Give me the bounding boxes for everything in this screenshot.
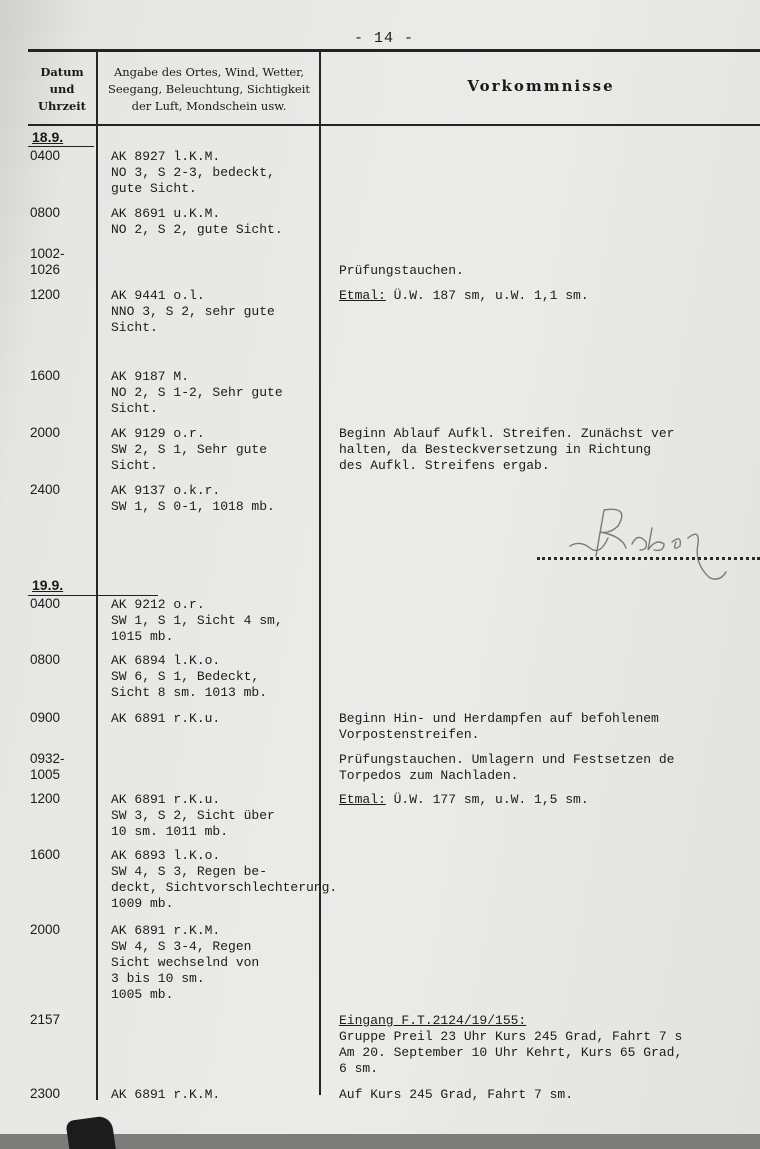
row-event: [339, 792, 589, 808]
radio-message-text: Gruppe Preil 23 Uhr Kurs 245 Grad, Fahrt 7 s Am 20. September 10 Uhr Kehrt, Kurs 65 Grad, 6 sm.: [339, 1029, 683, 1076]
row-time: 0400: [30, 596, 61, 611]
row-place-weather: AK 9129 o.r. SW 2, S 1, Sehr gute Sicht.: [111, 426, 268, 473]
header-ort-line-1: Angabe des Ortes, Wind, Wetter,: [113, 65, 305, 79]
column-divider-2: [319, 50, 321, 1095]
header-uhrzeit: Uhrzeit: [38, 99, 86, 113]
header-vorkommnisse: Vorkommnisse: [467, 77, 615, 95]
date-18-9: 18.9.: [32, 129, 64, 145]
row-time: 0800: [30, 652, 61, 667]
row-time: 1200: [30, 791, 61, 806]
signature-dotted-line: [537, 557, 760, 560]
row-time: 1600: [30, 847, 61, 862]
etmal-text: Ü.W. 177 sm, u.W. 1,5 sm.: [385, 792, 589, 807]
row-time: 2000: [30, 922, 61, 937]
radio-message-label: Eingang F.T.2124/19/155:: [339, 1013, 527, 1028]
row-time: 1200: [30, 287, 61, 302]
etmal-text: Ü.W. 187 sm, u.W. 1,1 sm.: [385, 288, 589, 303]
row-place-weather: AK 6891 r.K.M. SW 4, S 3-4, Regen Sicht wechselnd von 3 bis 10 sm. 1005 mb.: [111, 923, 260, 1002]
row-time: 0932- 1005: [30, 751, 65, 782]
row-place-weather: AK 6891 r.K.u. SW 3, S 2, Sicht über 10 sm. 1011 mb.: [111, 792, 275, 839]
row-time: 1002- 1026: [30, 246, 65, 277]
row-time: 0800: [30, 205, 61, 220]
row-time: 0400: [30, 148, 61, 163]
row-time: 2157: [30, 1012, 61, 1027]
header-bottom-rule: [28, 124, 760, 126]
header-ort-line-2: Seegang, Beleuchtung, Sichtigkeit: [107, 82, 311, 96]
row-place-weather: AK 9441 o.l. NNO 3, S 2, sehr gute Sicht.: [111, 288, 275, 335]
row-event: Prüfungstauchen.: [339, 263, 464, 278]
row-event: Auf Kurs 245 Grad, Fahrt 7 sm.: [339, 1087, 574, 1102]
row-place-weather: AK 9212 o.r. SW 1, S 1, Sicht 4 sm, 1015 mb.: [111, 597, 283, 644]
row-time: 0900: [30, 710, 61, 725]
row-time: 2300: [30, 1086, 61, 1101]
date-18-9-rule: [28, 146, 94, 147]
etmal-label: Etmal:: [339, 288, 386, 303]
row-event: [339, 1013, 682, 1077]
row-event: [339, 288, 589, 304]
row-place-weather: AK 8691 u.K.M. NO 2, S 2, gute Sicht.: [111, 206, 283, 237]
header-datum-uhrzeit: [28, 64, 96, 115]
row-time: 2000: [30, 425, 61, 440]
header-datum: Datum: [40, 65, 84, 79]
row-place-weather: AK 6891 r.K.u.: [111, 711, 221, 726]
header-ort-line-3: der Luft, Mondschein usw.: [131, 99, 287, 113]
row-time: 1600: [30, 368, 61, 383]
row-place-weather: AK 9187 M. NO 2, S 1-2, Sehr gute Sicht.: [111, 369, 283, 416]
row-place-weather: AK 6891 r.K.M.: [111, 1087, 221, 1102]
row-place-weather: AK 6894 l.K.o. SW 6, S 1, Bedeckt, Sicht 8 sm. 1013 mb.: [111, 653, 268, 700]
row-place-weather: AK 9137 o.k.r. SW 1, S 0-1, 1018 mb.: [111, 483, 275, 514]
header-und: und: [49, 82, 75, 96]
table-top-rule: [28, 49, 760, 52]
header-ort-wetter: [99, 64, 319, 115]
row-place-weather: AK 6893 l.K.o. SW 4, S 3, Regen be- deckt, Sichtvorschlechterung. 1009 mb.: [111, 848, 338, 911]
date-19-9: 19.9.: [32, 577, 64, 593]
row-time: 2400: [30, 482, 61, 497]
dark-smudge: [65, 1115, 116, 1149]
column-divider-1: [96, 50, 98, 1100]
row-event: Prüfungstauchen. Umlagern und Festsetzen de Torpedos zum Nachladen.: [339, 752, 675, 783]
row-place-weather: AK 8927 l.K.M. NO 3, S 2-3, bedeckt, gute Sicht.: [111, 149, 275, 196]
row-event: Beginn Ablauf Aufkl. Streifen. Zunächst ver halten, da Besteckversetzung in Richtung des Aufkl. Streifens ergab.: [339, 426, 675, 473]
etmal-label: Etmal:: [339, 792, 386, 807]
row-event: Beginn Hin- und Herdampfen auf befohlenem Vorpostenstreifen.: [339, 711, 659, 742]
page-number: - 14 -: [354, 30, 415, 47]
handwritten-signature: [560, 498, 740, 588]
